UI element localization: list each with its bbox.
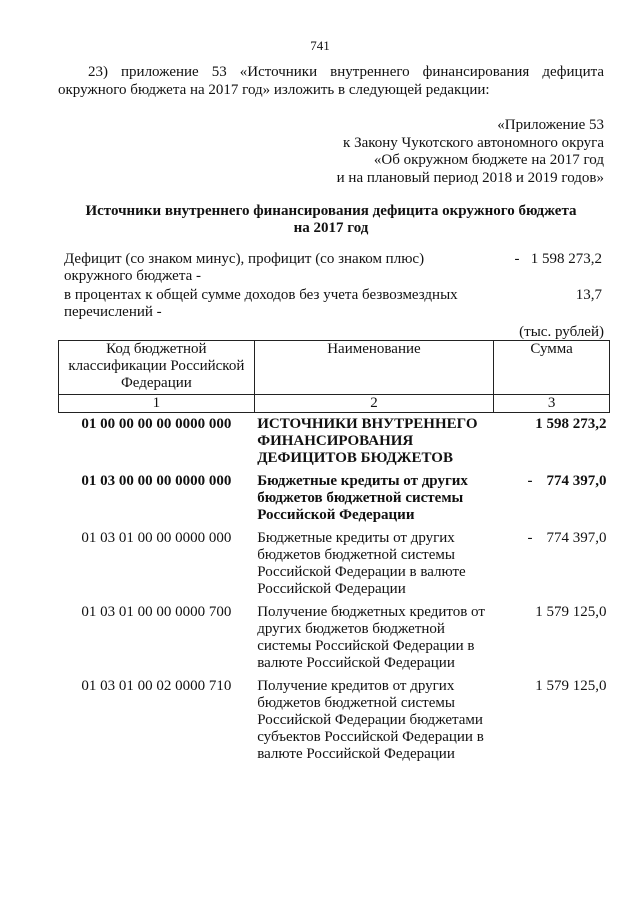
row-name: Бюджетные кредиты от других бюджетов бюджетной системы Российской Федерации	[257, 473, 468, 523]
deficit-label-line-1: Дефицит (со знаком минус), профицит (со знаком плюс)	[64, 251, 425, 267]
row-amount: 774 397,0	[546, 530, 607, 546]
row-name: Бюджетные кредиты от других бюджетов бюджетной системы Российской Федерации в валюте Российской Федерации	[257, 530, 466, 597]
deficit-label-line-2: окружного бюджета -	[64, 268, 201, 284]
percent-label	[64, 287, 474, 321]
deficit-summary	[64, 251, 604, 285]
row-amount: 1 579 125,0	[535, 678, 607, 694]
col-number-1: 1	[59, 395, 255, 413]
table-row	[59, 527, 610, 601]
title-line-1: Источники внутреннего финансирования дефицита окружного бюджета	[85, 203, 577, 219]
row-name: Получение бюджетных кредитов от других бюджетов бюджетной системы Российской Федерации в валюте Российской Федерации	[257, 604, 485, 671]
appendix-line-1: «Приложение 53	[497, 117, 604, 133]
row-sign: -	[527, 473, 533, 489]
row-sum	[494, 470, 610, 527]
title-line-2: на 2017 год	[293, 220, 369, 236]
percent-label-line-2: перечислений -	[64, 304, 162, 320]
table-row	[59, 675, 610, 766]
table-row	[59, 601, 610, 675]
intro-paragraph	[58, 63, 604, 99]
intro-line-1: 23) приложение 53 «Источники внутреннего финансирования дефицита	[88, 64, 604, 80]
row-amount: 774 397,0	[546, 473, 607, 489]
appendix-header	[337, 117, 604, 187]
intro-line-2: окружного бюджета на 2017 год» изложить в следующей редакции:	[58, 82, 490, 98]
row-name: ИСТОЧНИКИ ВНУТРЕННЕГО ФИНАНСИРОВАНИЯ ДЕФИЦИТОВ БЮДЖЕТОВ	[257, 416, 478, 466]
percent-label-line-1: в процентах к общей сумме доходов без учета безвозмездных	[64, 287, 458, 303]
row-code: 01 03 01 00 00 0000 000	[81, 530, 232, 546]
financing-sources-table	[58, 340, 610, 766]
row-sum	[494, 413, 610, 471]
header-name: Наименование	[254, 341, 493, 395]
row-code: 01 00 00 00 00 0000 000	[81, 416, 232, 432]
header-sum: Сумма	[494, 341, 610, 395]
units-label: (тыс. рублей)	[519, 324, 604, 340]
row-code: 01 03 01 00 02 0000 710	[81, 678, 232, 694]
appendix-line-2: к Закону Чукотского автономного округа	[343, 134, 604, 151]
row-sum	[494, 527, 610, 601]
deficit-value: - 1 598 273,2	[514, 251, 602, 267]
percent-value: 13,7	[575, 287, 602, 303]
col-number-3: 3	[494, 395, 610, 413]
row-sum	[494, 675, 610, 766]
row-sum	[494, 601, 610, 675]
row-code: 01 03 00 00 00 0000 000	[81, 473, 232, 489]
document-title	[58, 203, 604, 237]
deficit-label	[64, 251, 474, 285]
row-sign: -	[527, 530, 533, 546]
row-amount: 1 579 125,0	[535, 604, 607, 620]
table-row	[59, 470, 610, 527]
page-number: 741	[310, 38, 330, 53]
appendix-line-3: «Об окружном бюджете на 2017 год	[373, 152, 604, 168]
col-number-2: 2	[254, 395, 493, 413]
table-row	[59, 413, 610, 471]
header-code: Код бюджетной классификации Российской Федерации	[59, 341, 255, 395]
row-amount: 1 598 273,2	[535, 416, 607, 432]
appendix-line-4: и на плановый период 2018 и 2019 годов»	[336, 169, 604, 186]
row-name: Получение кредитов от других бюджетов бюджетной системы Российской Федерации бюджетами субъектов Российской Федерации в валюте Российской Федерации	[257, 678, 484, 762]
percent-summary	[64, 287, 604, 321]
row-code: 01 03 01 00 00 0000 700	[81, 604, 232, 620]
